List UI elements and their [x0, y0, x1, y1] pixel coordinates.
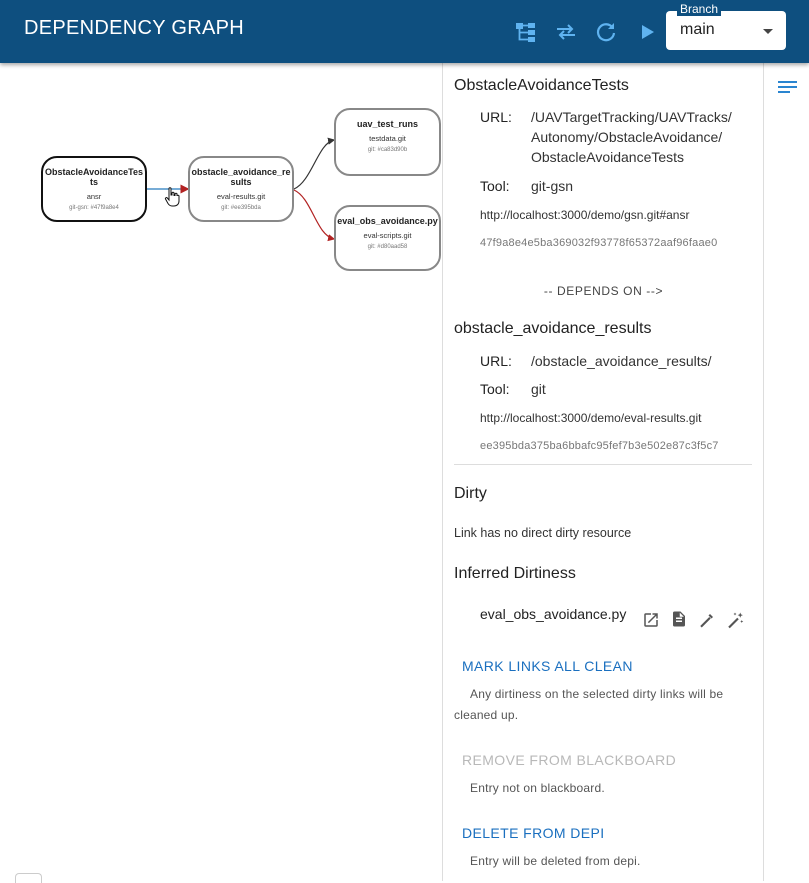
node-name: obstacle_avoidance_results [191, 167, 291, 187]
delete-from-depi-description: Entry will be deleted from depi. [470, 854, 641, 868]
remove-from-blackboard-description: Entry not on blackboard. [470, 781, 605, 795]
source-url-line: ObstacleAvoidanceTests [531, 149, 685, 165]
graph-layout-button[interactable] [513, 19, 539, 45]
delete-from-depi-button[interactable]: DELETE FROM DEPI [462, 825, 605, 841]
graph-node-obstacle-avoidance-tests[interactable] [41, 156, 147, 222]
edge-results-to-evalscript[interactable] [294, 190, 334, 239]
target-hash: ee395bda375ba6bbafc95fef7b3e502e87c3f5c7 [480, 440, 719, 452]
source-hash: 47f9a8e4e5ba369032f93778f65372aaf96faae0 [480, 237, 718, 249]
edit-wand-icon [698, 611, 716, 629]
list-menu-icon [778, 79, 798, 95]
run-button[interactable] [634, 19, 660, 45]
node-subtitle: testdata.git [369, 134, 406, 143]
node-ref: git: #ee395bda [221, 205, 261, 211]
details-panel [442, 63, 763, 881]
branch-select[interactable] [666, 2, 786, 50]
graph-node-uav-test-runs[interactable] [334, 108, 441, 176]
node-subtitle: eval-results.git [216, 192, 266, 201]
refresh-icon [594, 20, 618, 44]
edit-button[interactable] [697, 610, 717, 630]
play-icon [635, 20, 659, 44]
mark-links-clean-button[interactable]: MARK LINKS ALL CLEAN [462, 658, 633, 674]
source-url-line: Autonomy/ObstacleAvoidance/ [531, 129, 723, 145]
graph-layout-icon [514, 20, 538, 44]
target-tool-label: Tool: [480, 381, 510, 397]
right-rail [763, 63, 809, 881]
target-url: /obstacle_avoidance_results/ [531, 353, 712, 369]
auto-fix-button[interactable] [725, 610, 745, 630]
source-title: ObstacleAvoidanceTests [454, 77, 629, 94]
node-ref: git: #d80aad58 [367, 244, 408, 250]
swap-button[interactable] [553, 19, 579, 45]
hand-cursor-icon [164, 187, 180, 207]
graph-canvas[interactable] [0, 63, 443, 881]
node-name: eval_obs_avoidance.py [337, 216, 438, 226]
file-icon [670, 610, 688, 628]
graph-node-obstacle-avoidance-results[interactable] [188, 156, 294, 222]
source-tool: git-gsn [531, 178, 574, 194]
target-url-label: URL: [480, 353, 512, 369]
source-url [531, 107, 732, 167]
node-ref: git-gsn: #47f9a8e4 [69, 205, 119, 211]
mark-links-clean-description: Any dirtiness on the selected dirty links will be cleaned up. [454, 687, 724, 722]
zoom-control[interactable] [15, 873, 42, 883]
graph-node-eval-obs-avoidance[interactable] [334, 205, 441, 271]
source-tool-label: Tool: [480, 178, 510, 194]
inferred-item-name: eval_obs_avoidance.py [480, 606, 627, 622]
edge-results-to-testruns[interactable] [294, 140, 334, 189]
inferred-title: Inferred Dirtiness [454, 565, 576, 582]
view-file-button[interactable] [669, 609, 689, 629]
list-menu-button[interactable] [778, 79, 798, 100]
auto-fix-icon [726, 611, 744, 629]
page-title: DEPENDENCY GRAPH [24, 17, 245, 39]
dirty-text: Link has no direct dirty resource [454, 526, 632, 540]
open-external-button[interactable] [641, 610, 661, 630]
node-ref: git: #ca83d90b [367, 147, 408, 153]
node-name: uav_test_runs [356, 119, 419, 129]
dirty-title: Dirty [454, 485, 487, 502]
target-link[interactable]: http://localhost:3000/demo/eval-results.git [480, 411, 702, 425]
app-bar [0, 0, 809, 63]
branch-label: Branch [677, 2, 721, 16]
node-subtitle: eval-scripts.git [363, 231, 412, 240]
branch-value: main [680, 21, 715, 38]
target-tool: git [531, 381, 546, 397]
depends-on-label: -- DEPENDS ON --> [543, 284, 664, 298]
source-url-label: URL: [480, 109, 512, 125]
swap-icon [554, 20, 578, 44]
remove-from-blackboard-button[interactable]: REMOVE FROM BLACKBOARD [462, 752, 677, 768]
source-link[interactable]: http://localhost:3000/demo/gsn.git#ansr [480, 208, 690, 222]
target-title: obstacle_avoidance_results [454, 320, 652, 337]
chevron-down-icon [763, 29, 773, 34]
source-url-line: /UAVTargetTracking/UAVTracks/ [531, 109, 732, 125]
node-subtitle: ansr [86, 192, 102, 201]
open-external-icon [642, 611, 660, 629]
divider [454, 464, 752, 465]
refresh-button[interactable] [593, 19, 619, 45]
node-name: ObstacleAvoidanceTests [44, 167, 144, 187]
